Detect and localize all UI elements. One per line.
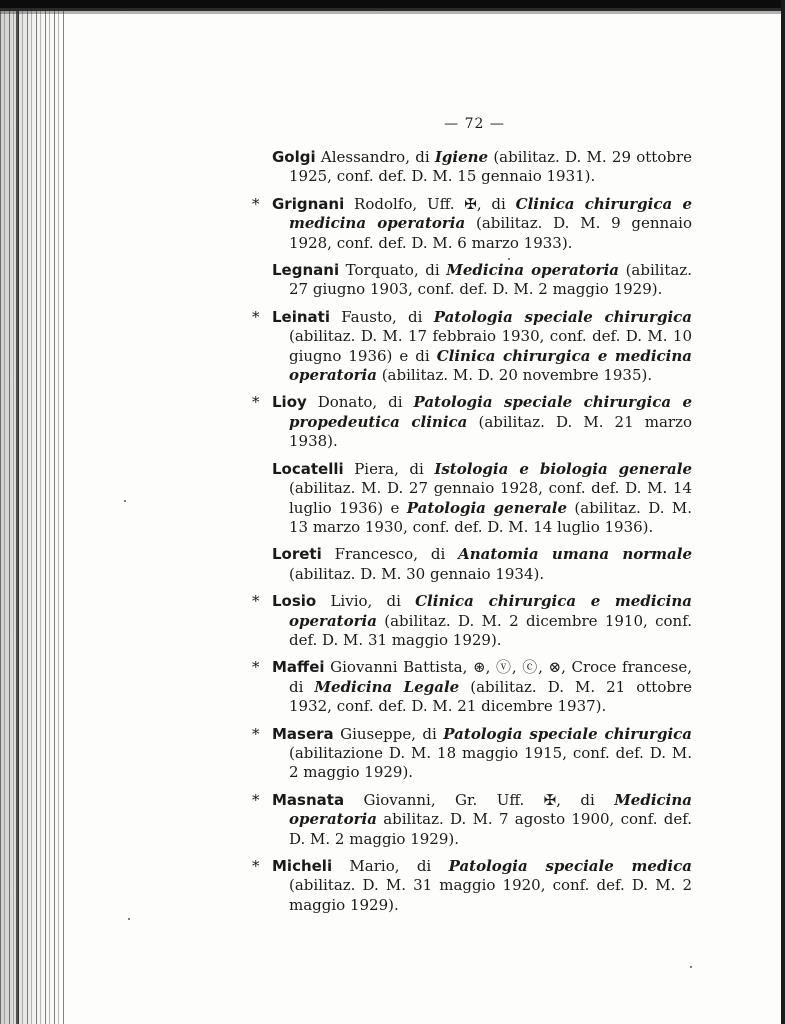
entry-text [272, 857, 692, 915]
scan-speck [128, 918, 130, 920]
asterisk-marker: * [252, 194, 260, 213]
entry-surname: Lioy [272, 393, 307, 412]
entry-surname: Grignani [272, 194, 345, 213]
entry-text [272, 658, 692, 716]
asterisk-marker: * [252, 307, 260, 326]
asterisk-marker: * [252, 658, 260, 677]
entry-surname: Legnani [272, 261, 340, 280]
asterisk-marker: * [252, 857, 260, 875]
page-number-text: — 72 — [444, 116, 505, 132]
entry-subject: Medicina Legale [314, 677, 460, 696]
entry-text [272, 148, 692, 187]
entry-surname: Masera [272, 724, 334, 743]
entry-details-mid: (abilitaz. M. D. 27 gennaio 1928, conf. def. D. M. 14 luglio 1936) e [289, 479, 692, 517]
entry-micheli [252, 857, 692, 915]
entry-text [272, 195, 692, 253]
entry-details: Giovanni Battista, ⊛, ⓥ, ⓒ, ⊗, Croce francese, di [289, 658, 692, 696]
entry-maffei [252, 658, 692, 716]
entry-subject: Patologia speciale chirurgica e propedeutica clinica [289, 393, 692, 431]
entry-details-mid: (abilitaz. D. M. 17 febbraio 1930, conf. def. D. M. 10 giugno 1936) e di [289, 327, 692, 365]
entry-surname: Micheli [272, 857, 333, 875]
entry-details: Livio, di [316, 592, 416, 611]
entry-dates: (abilitaz. M. D. 20 novembre 1935). [376, 366, 653, 385]
asterisk-marker: * [252, 724, 260, 743]
entry-golgi [252, 148, 692, 187]
entry-subject-2: Clinica chirurgica e medicina operatoria [289, 346, 692, 385]
entry-surname: Locatelli [272, 459, 344, 478]
entry-dates: (abilitazione D. M. 18 maggio 1915, conf. def. D. M. 2 maggio 1929). [289, 743, 692, 782]
entry-subject: Patologia speciale chirurgica [433, 307, 692, 326]
entry-subject: Clinica chirurgica e medicina operatoria [289, 194, 692, 233]
entry-dates: (abilitaz. D. M. 2 dicembre 1910, conf. def. D. M. 31 maggio 1929). [289, 611, 692, 649]
entry-dates: (abilitaz. D. M. 21 marzo 1938). [289, 412, 692, 451]
entry-subject: Anatomia umana normale [458, 545, 693, 564]
book-binding-edge [0, 0, 64, 1024]
entry-text [272, 592, 692, 650]
entry-details: Francesco, di [321, 545, 459, 564]
entry-surname: Loreti [272, 545, 322, 564]
entry-dates: abilitaz. D. M. 7 agosto 1900, conf. def. D. M. 2 maggio 1929). [289, 810, 692, 848]
entry-details: Giovanni, Gr. Uff. ✠, di [344, 790, 615, 809]
entry-dates: (abilitaz. D. M. 9 gennaio 1928, conf. def. D. M. 6 marzo 1933). [289, 214, 692, 252]
right-page-edge [781, 0, 785, 1024]
entry-text [272, 460, 692, 538]
asterisk-marker: * [252, 393, 260, 412]
entry-details: Alessandro, di [315, 148, 435, 166]
entry-surname: Masnata [272, 790, 345, 809]
entries-list [252, 148, 692, 923]
entry-dates: (abilitaz. D. M. 29 ottobre 1925, conf. def. D. M. 15 gennaio 1931). [289, 148, 693, 186]
entry-details: Donato, di [306, 393, 414, 412]
entry-details: Fausto, di [330, 307, 434, 326]
entry-legnani [252, 261, 692, 300]
entry-subject: Patologia speciale medica [448, 857, 692, 875]
entry-text [272, 791, 692, 849]
asterisk-marker: * [252, 592, 260, 611]
scan-speck [124, 500, 126, 502]
entry-subject: Clinica chirurgica e medicina operatoria [289, 592, 692, 630]
entry-subject: Medicina operatoria [289, 790, 692, 829]
entry-details: Rodolfo, Uff. ✠, di [344, 194, 516, 213]
entry-details: Piera, di [343, 459, 435, 478]
entry-details: Mario, di [332, 857, 449, 875]
entry-subject: Medicina operatoria [446, 261, 619, 280]
entry-dates: (abilitaz. 27 giugno 1903, conf. def. D. M. 2 maggio 1929). [289, 261, 692, 299]
entry-text [272, 725, 692, 783]
entry-text [272, 308, 692, 386]
entry-details: Torquato, di [339, 261, 447, 280]
entry-lioy [252, 393, 692, 451]
entry-surname: Losio [272, 592, 317, 611]
entry-dates: (abilitaz. D. M. 21 ottobre 1932, conf. def. D. M. 21 dicembre 1937). [289, 677, 692, 716]
entry-masera [252, 725, 692, 783]
entry-losio [252, 592, 692, 650]
entry-dates: (abilitaz. D. M. 31 maggio 1920, conf. def. D. M. 2 maggio 1929). [289, 876, 692, 914]
scan-speck [690, 966, 692, 968]
entry-surname: Leinati [272, 307, 330, 326]
entry-locatelli [252, 460, 692, 538]
entry-subject: Patologia speciale chirurgica [443, 724, 692, 743]
entry-subject: Igiene [434, 148, 489, 166]
entry-subject-2: Patologia generale [406, 498, 568, 517]
entry-loreti [252, 545, 692, 584]
entry-dates: (abilitaz. D. M. 30 gennaio 1934). [289, 564, 545, 583]
entry-text [272, 393, 692, 451]
entry-surname: Golgi [272, 148, 316, 166]
entry-text [272, 261, 692, 300]
top-page-edge [0, 0, 785, 18]
entry-leinati [252, 308, 692, 386]
entry-details: Giuseppe, di [333, 724, 444, 743]
page-number [0, 116, 785, 132]
entry-text [272, 545, 692, 584]
entry-dates: (abilitaz. D. M. 13 marzo 1930, conf. def. D. M. 14 luglio 1936). [289, 498, 692, 536]
asterisk-marker: * [252, 790, 260, 809]
entry-masnata [252, 791, 692, 849]
entry-grignani [252, 195, 692, 253]
entry-subject: Istologia e biologia generale [434, 459, 692, 478]
entry-surname: Maffei [272, 658, 325, 677]
